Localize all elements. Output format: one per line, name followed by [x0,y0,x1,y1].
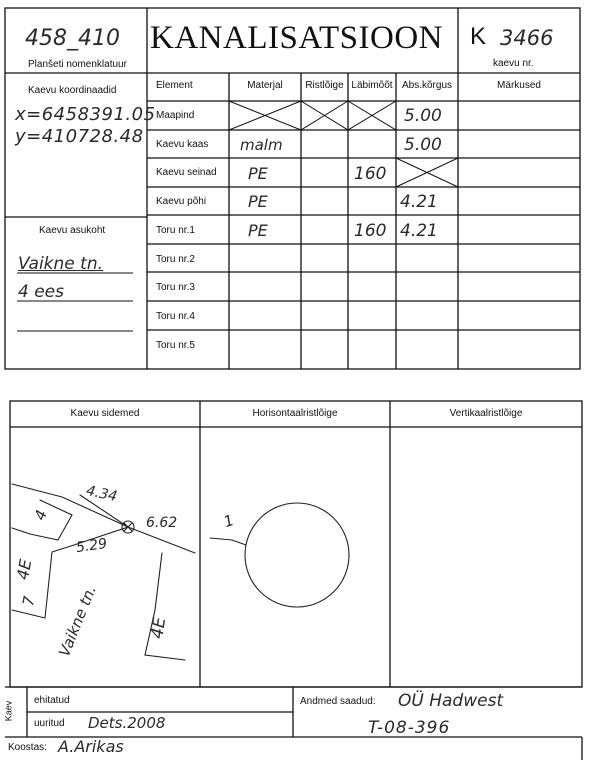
street-label: Vaikne tn. [55,582,100,660]
location-line-1: Vaikne tn. [18,254,104,274]
author-value: A.Arikas [58,737,124,756]
pipe-1-label: 1 [221,510,237,532]
row-material: PE [248,164,268,183]
well-number-value: 3466 [500,26,554,50]
row-diameter: 160 [354,221,387,241]
well-letter: K [470,23,487,50]
sketch-title-horizontal: Horisontaalristlõige [252,408,338,419]
measured-value: Dets.2008 [88,714,166,732]
kaev-label: Kaev [3,700,14,722]
row-diameter: 160 [354,164,387,184]
col-header-material: Materjal [247,80,283,91]
col-header-elevation: Abs.kõrgus [401,80,453,91]
building-4e-right-label: 4E [147,615,171,641]
row-material: PE [248,221,268,240]
data-from-label: Andmed saadud: [300,696,376,707]
row-material: malm [240,136,283,154]
data-from-value-2: T-08-396 [368,718,451,738]
location-line-2: 4 ees [18,282,64,302]
data-from-value-1: OÜ Hadwest [398,691,504,711]
well-number-label: kaevu nr. [493,58,534,69]
distance-left-label: 5.29 [75,535,109,557]
sketch-title-connections: Kaevu sidemed [70,408,140,419]
coordinate-x: x=6458391.05 [15,104,156,125]
col-header-section: Ristlõige [305,80,344,91]
building-7-label: 7 [19,594,39,608]
row-element: Toru nr.1 [156,225,195,236]
col-header-diameter: Läbimõõt [351,80,393,91]
built-label: ehitatud [34,695,70,706]
row-material: PE [248,192,268,211]
map-sheet-label: Planšeti nomenklatuur [28,59,127,70]
row-element: Kaevu kaas [156,139,209,150]
map-sheet-value: 458_410 [25,26,120,51]
measured-label: uuritud [34,718,65,729]
building-4-label: 4 [30,507,51,523]
page-title: KANALISATSIOON [150,20,443,56]
building-4e-left-label: 4E [13,557,36,582]
row-element: Kaevu põhi [156,196,207,207]
coordinate-y: y=410728.48 [15,126,144,147]
row-element: Toru nr.5 [156,340,195,351]
row-elevation: 5.00 [404,106,442,126]
row-element: Maapind [156,110,195,121]
sketch-title-vertical: Vertikaalristlõige [449,408,523,419]
row-element: Toru nr.3 [156,282,195,293]
row-elevation: 4.21 [400,221,438,241]
row-element: Kaevu seinad [156,167,217,178]
coordinates-label: Kaevu koordinaadid [28,85,117,96]
row-elevation: 4.21 [400,192,438,212]
row-element: Toru nr.4 [156,311,195,322]
col-header-notes: Märkused [497,80,541,91]
distance-right-label: 6.62 [146,515,178,531]
author-label: Koostas: [8,742,47,753]
row-element: Toru nr.2 [156,254,195,265]
row-elevation: 5.00 [404,135,442,155]
location-label: Kaevu asukoht [39,225,106,236]
distance-top-label: 4.34 [84,482,119,506]
col-header-element: Element [156,80,193,91]
